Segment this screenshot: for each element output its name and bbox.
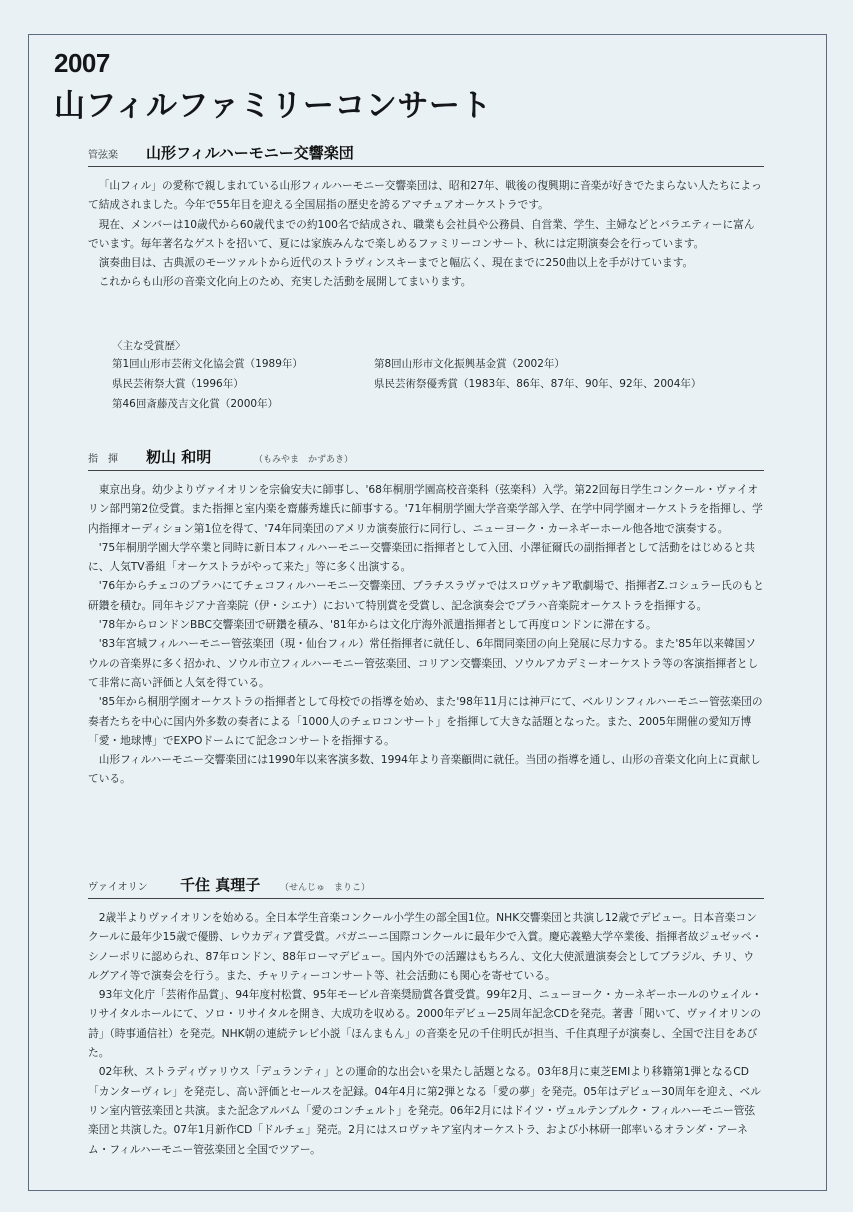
conductor-paragraph: '78年からロンドンBBC交響楽団で研鑽を積み、'81年からは文化庁海外派遣指揮者として再度ロンドンに滞在する。 [98, 618, 657, 632]
conductor-role: 指 揮 [88, 454, 118, 465]
conductor-paragraph: '75年桐朋学園大学卒業と同時に新日本フィルハーモニー交響楽団に指揮者として入団、小澤征爾氏の副指揮者として活動をはじめると共に、人気TV番組「オーケストラがやって来た」等に多く出演する。 [88, 540, 755, 574]
conductor-reading: （もみやま かずあき） [254, 455, 354, 465]
violinist-role: ヴァイオリン [88, 882, 148, 893]
concert-year: 2007 [54, 48, 110, 78]
orchestra-role: 管弦楽 [88, 150, 118, 161]
orchestra-paragraph: 現在、メンバーは10歳代から60歳代までの約100名で結成され、職業も会社員や公務員、自営業、学生、主婦などとバラエティーに富んでいます。毎年著名なゲストを招いて、夏には家族みんなで楽しめるファミリーコンサート、秋には定期演奏会を行っています。 [88, 217, 755, 250]
concert-title: 山フィルファミリーコンサート [54, 88, 492, 124]
violinist-section-header [88, 872, 764, 899]
orchestra-paragraph: これからも山形の音楽文化向上のため、充実した活動を展開してまいります。 [98, 275, 472, 289]
award-item: 県民芸術祭優秀賞（1983年、86年、87年、90年、92年、2004年） [374, 378, 702, 390]
orchestra-name: 山形フィルハーモニー交響楽団 [146, 144, 354, 162]
conductor-paragraph: 山形フィルハーモニー交響楽団には1990年以来客演多数、1994年より音楽顧問に就任。当団の指導を通し、山形の音楽文化向上に貢献している。 [88, 753, 761, 786]
orchestra-description [88, 176, 764, 292]
award-item: 第1回山形市芸術文化協会賞（1989年） [112, 358, 303, 370]
orchestra-section-header [88, 140, 764, 167]
violinist-paragraph: 93年文化庁「芸術作品賞」、94年度村松賞、95年モービル音楽奨励賞各賞受賞。99年2月、ニューヨーク・カーネギーホールのウェイル・リサイタルホールにて、ソロ・リサイタルを開き、大成功を収める。2000年デビュー25周年記念CDを発売。著書「聞いて、ヴァイオリンの詩」（時事通信社）を発売。NHK朝の連続テレビ小説「ほんまもん」の音楽を兄の千住明氏が担当、千住真理子が演奏し、全国で注目をあびた。 [88, 988, 763, 1060]
award-item: 県民芸術祭大賞（1996年） [112, 378, 244, 390]
violinist-paragraph: 2歳半よりヴァイオリンを始める。全日本学生音楽コンクール小学生の部全国1位。NHK交響楽団と共演し12歳でデビュー。日本音楽コンクールに最年少15歳で優勝、レウカディア賞受賞。パガニーニ国際コンクールに最年少で入賞。慶応義塾大学卒業後、指揮者故ジュゼッペ・シノーポリに認められ、87年ロンドン、88年ローマデビュー。国内外での活躍はもちろん、文化大使派遣演奏会としてブラジル、チリ、ウルグアイ等で演奏会を行う。また、チャリティーコンサート等、社会活動にも関心を寄せている。 [88, 911, 763, 982]
conductor-biography [88, 480, 764, 789]
orchestra-paragraph: 「山フィル」の愛称で親しまれている山形フィルハーモニー交響楽団は、昭和27年、戦後の復興期に音楽が好きでたまらない人たちによって結成されました。今年で55年目を迎える全国屈指の歴史を誇るアマチュアオーケストラです。 [88, 179, 762, 212]
conductor-name: 籾山 和明 [146, 448, 212, 466]
award-item: 第46回斎藤茂吉文化賞（2000年） [112, 398, 279, 410]
violinist-biography [88, 908, 764, 1159]
violinist-paragraph: 02年秋、ストラディヴァリウス「デュランティ」との運命的な出会いを果たし話題となる。03年8月に東芝EMIより移籍第1弾となるCD「カンターヴィレ」を発売し、高い評価とセールスを記録。04年4月に第2弾となる「愛の夢」を発売。05年はデビュー30周年を迎え、ベルリン室内管弦楽団と共演。また記念アルバム「愛のコンチェルト」を発売。06年2月にはドイツ・ヴュルテンブルク・フィルハーモニー管弦楽団と共演した。07年1月新作CD「ドルチェ」発売。2月にはスロヴァキア室内オーケストラ、および小林研一郎率いるオランダ・アーネム・フィルハーモニー管弦楽団と全国でツアー。 [88, 1065, 761, 1156]
conductor-paragraph: '85年から桐朋学園オーケストラの指揮者として母校での指導を始め、また'98年11月には神戸にて、ベルリンフィルハーモニー管弦楽団の奏者たちを中心に国内外多数の奏者による「1000人のチェロコンサート」を指揮して大きな話題となった。また、2005年開催の愛知万博「愛・地球博」でEXPOドームにて記念コンサートを指揮する。 [88, 695, 763, 747]
conductor-section-header [88, 444, 764, 471]
violinist-name: 千住 真理子 [180, 876, 261, 894]
conductor-paragraph: '83年宮城フィルハーモニー管弦楽団（現・仙台フィル）常任指揮者に就任し、6年間同楽団の向上発展に尽力する。また'85年以来韓国ソウルの音楽界に多く招かれ、ソウル市立フィルハーモニー管弦楽団、コリアン交響楽団、ソウルアカデミーオーケストラ等の客演指揮者として非常に高い評価と人気を得ている。 [88, 637, 759, 689]
award-item: 第8回山形市文化振興基金賞（2002年） [374, 358, 565, 370]
orchestra-paragraph: 演奏曲目は、古典派のモーツァルトから近代のストラヴィンスキーまでと幅広く、現在までに250曲以上を手がけています。 [98, 256, 694, 270]
violinist-reading: （せんじゅ まりこ） [280, 883, 371, 893]
conductor-paragraph: 東京出身。幼少よりヴァイオリンを宗倫安夫に師事し、'68年桐朋学園高校音楽科（弦楽科）入学。第22回毎日学生コンクール・ヴァイオリン部門第2位受賞。また指揮と室内楽を齋藤秀雄氏に師事する。'71年桐朋学園大学音楽学部入学、在学中同学園オーケストラを指揮し、学内指揮オーディション第1位を得て、'74年同楽団のアメリカ演奏旅行に同行し、ニューヨーク・カーネギーホール他各地で演奏する。 [88, 483, 763, 535]
conductor-paragraph: '76年からチェコのプラハにてチェコフィルハーモニー交響楽団、ブラチスラヴァではスロヴァキア歌劇場で、指揮者Z.コシュラー氏のもと研鑽を積む。同年キジアナ音楽院（伊・シエナ）において特別賞を受賞し、記念演奏会でプラハ音楽院オーケストラを指揮する。 [88, 579, 764, 612]
awards-label: 〈主な受賞歴〉 [112, 340, 186, 352]
